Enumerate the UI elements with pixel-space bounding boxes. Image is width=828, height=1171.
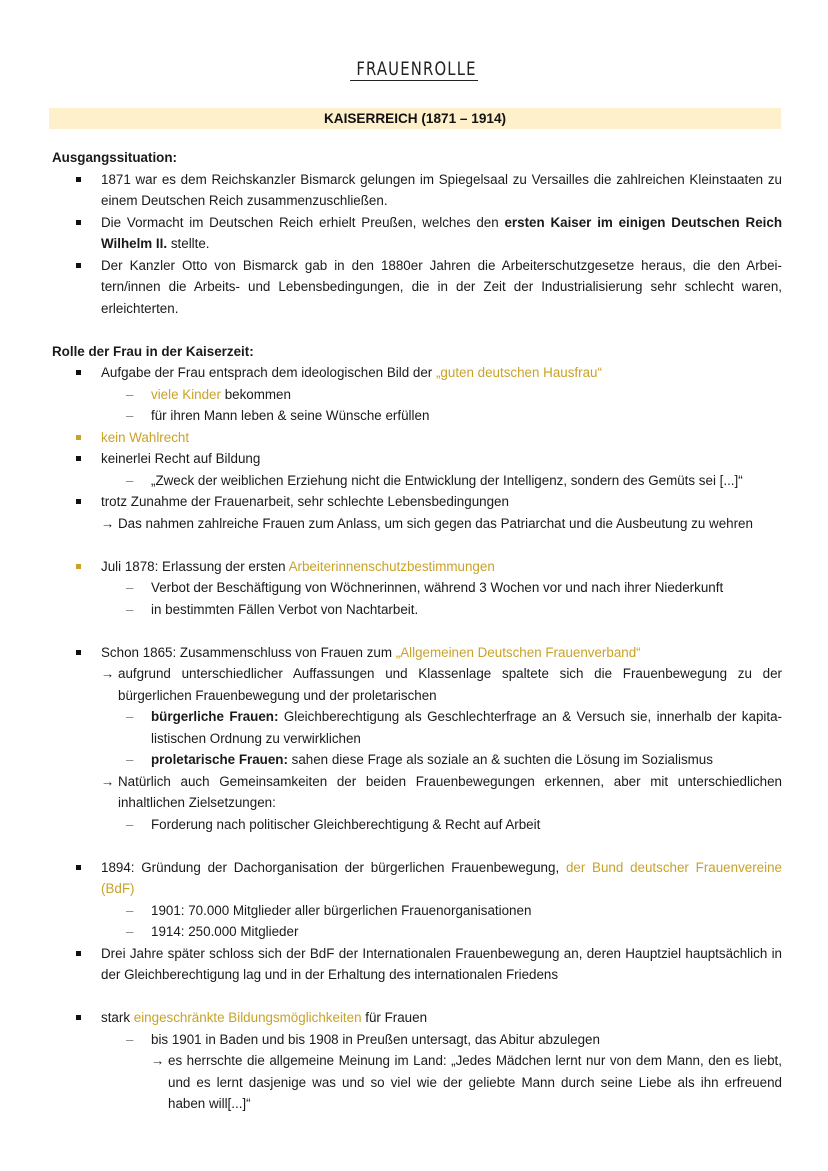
arrow-item: → Natürlich auch Gemeinsamkeiten der beiden Frauenbewegungen erkennen, aber mit unterschiedlichen inhaltlichen Zielsetzungen: [52, 771, 782, 814]
sub-item: – bürgerliche Frauen: Gleichberechtigung als Geschlechterfrage an & Versuch sie, innerhalb der kapita-listischen Ordnung zu verwirklichen [52, 706, 782, 749]
arrow-icon: → [101, 773, 115, 789]
heading-ausgangssituation: Ausgangssituation: [52, 150, 177, 165]
bullet-icon [76, 177, 81, 182]
sub-item: – „Zweck der weiblichen Erziehung nicht die Entwicklung der Intelligenz, sondern des Gemüts sei [...]“ [52, 470, 782, 492]
dash-icon: – [126, 752, 134, 767]
title-text: FRAUENROLLE [350, 58, 478, 81]
bullet-icon [76, 564, 81, 569]
sub-item: – 1901: 70.000 Mitglieder aller bürgerlichen Frauenorganisationen [52, 900, 782, 922]
list-item: keinerlei Recht auf Bildung [52, 448, 782, 470]
arrow-item: → aufgrund unterschiedlicher Auffassungen und Klassenlage spaltete sich die Frauenbewegung zu der bürgerlichen Frauenbewegung und der proletarischen [52, 663, 782, 706]
arrow-icon: → [101, 666, 115, 681]
dash-icon: – [126, 816, 134, 832]
list-item: Drei Jahre später schloss sich der BdF der Internationalen Frauenbewegung an, deren Hauptziel hauptsächlich in der Gleichberechtigung lag und in der Erhaltung des internationalen Friedens [52, 943, 782, 986]
bullet-icon [76, 650, 81, 655]
arrow-icon: → [101, 515, 115, 531]
bullet-icon [76, 499, 81, 504]
bullet-icon [76, 370, 81, 375]
document-body [52, 147, 782, 1115]
section-band-kaiserreich: KAISERREICH (1871 – 1914) [49, 108, 781, 129]
sub-item: – für ihren Mann leben & seine Wünsche erfüllen [52, 405, 782, 427]
heading-rolle-der-frau: Rolle der Frau in der Kaiserzeit: [52, 343, 254, 359]
dash-icon: – [126, 386, 134, 402]
sub-item: – Verbot der Beschäftigung von Wöchnerinnen, während 3 Wochen vor und nach ihrer Niederkunft [52, 577, 782, 599]
sub-item: – 1914: 250.000 Mitglieder [52, 921, 782, 943]
sub-item: – Forderung nach politischer Gleichberechtigung & Recht auf Arbeit [52, 814, 782, 836]
bullet-icon [76, 263, 81, 268]
bullet-icon [76, 435, 81, 440]
sub-item: – proletarische Frauen: sahen diese Frage als soziale an & suchten die Lösung im Sozialismus [52, 749, 782, 771]
list-item: kein Wahlrecht [52, 427, 782, 449]
bullet-icon [76, 1015, 81, 1020]
list-item: Schon 1865: Zusammenschluss von Frauen zum „Allgemeinen Deutschen Frauenverband“ [52, 642, 782, 664]
sub-item: – in bestimmten Fällen Verbot von Nachtarbeit. [52, 599, 782, 621]
dash-icon: – [126, 580, 134, 595]
arrow-item: → Das nahmen zahlreiche Frauen zum Anlass, um sich gegen das Patriarchat und die Ausbeutung zu wehren [52, 513, 782, 535]
arrow-item: → es herrschte die allgemeine Meinung im Land: „Jedes Mädchen lernt nur von dem Mann, den es liebt, und es lernt dasjenige was und so viel wie der geliebte Mann durch seine Liebe als ihn erfreuend haben will[...]“ [52, 1050, 782, 1115]
bullet-icon [76, 951, 81, 956]
list-item: 1871 war es dem Reichskanzler Bismarck gelungen im Spiegelsaal zu Versailles die zahlreichen Kleinstaaten zu einem Deutschen Reich zusammenzuschließen. [52, 169, 782, 212]
sub-item: – viele Kinder bekommen [52, 384, 782, 406]
page-title [0, 58, 828, 82]
list-item: Der Kanzler Otto von Bismarck gab in den 1880er Jahren die Arbeiterschutzgesetze heraus, die den Arbei-tern/innen die Arbeits- und Lebensbedingungen, die in der Zeit der Industrialisierung sehr schlecht waren, erleichterten. [52, 255, 782, 320]
arrow-icon: → [151, 1053, 165, 1068]
dash-icon: – [126, 408, 134, 423]
list-item: stark eingeschränkte Bildungsmöglichkeiten für Frauen [52, 1007, 782, 1029]
list-item: 1894: Gründung der Dachorganisation der bürgerlichen Frauenbewegung, der Bund deutscher Frauenvereine (BdF) [52, 857, 782, 900]
bullet-icon [76, 220, 81, 225]
dash-icon: – [126, 924, 134, 939]
bullet-icon [76, 456, 81, 461]
dash-icon: – [126, 601, 134, 617]
list-item: Die Vormacht im Deutschen Reich erhielt Preußen, welches den ersten Kaiser im einigen Deutschen Reich Wilhelm II. stellte. [52, 212, 782, 255]
bullet-icon [76, 865, 81, 870]
dash-icon: – [126, 472, 134, 488]
sub-item: – bis 1901 in Baden und bis 1908 in Preußen untersagt, das Abitur abzulegen [52, 1029, 782, 1051]
dash-icon: – [126, 902, 134, 918]
list-item: Juli 1878: Erlassung der ersten Arbeiterinnenschutzbestimmungen [52, 556, 782, 578]
list-item: Aufgabe der Frau entsprach dem ideologischen Bild der „guten deutschen Hausfrau“ [52, 362, 782, 384]
list-item: trotz Zunahme der Frauenarbeit, sehr schlechte Lebensbedingungen [52, 491, 782, 513]
dash-icon: – [126, 1031, 134, 1047]
dash-icon: – [126, 709, 134, 724]
